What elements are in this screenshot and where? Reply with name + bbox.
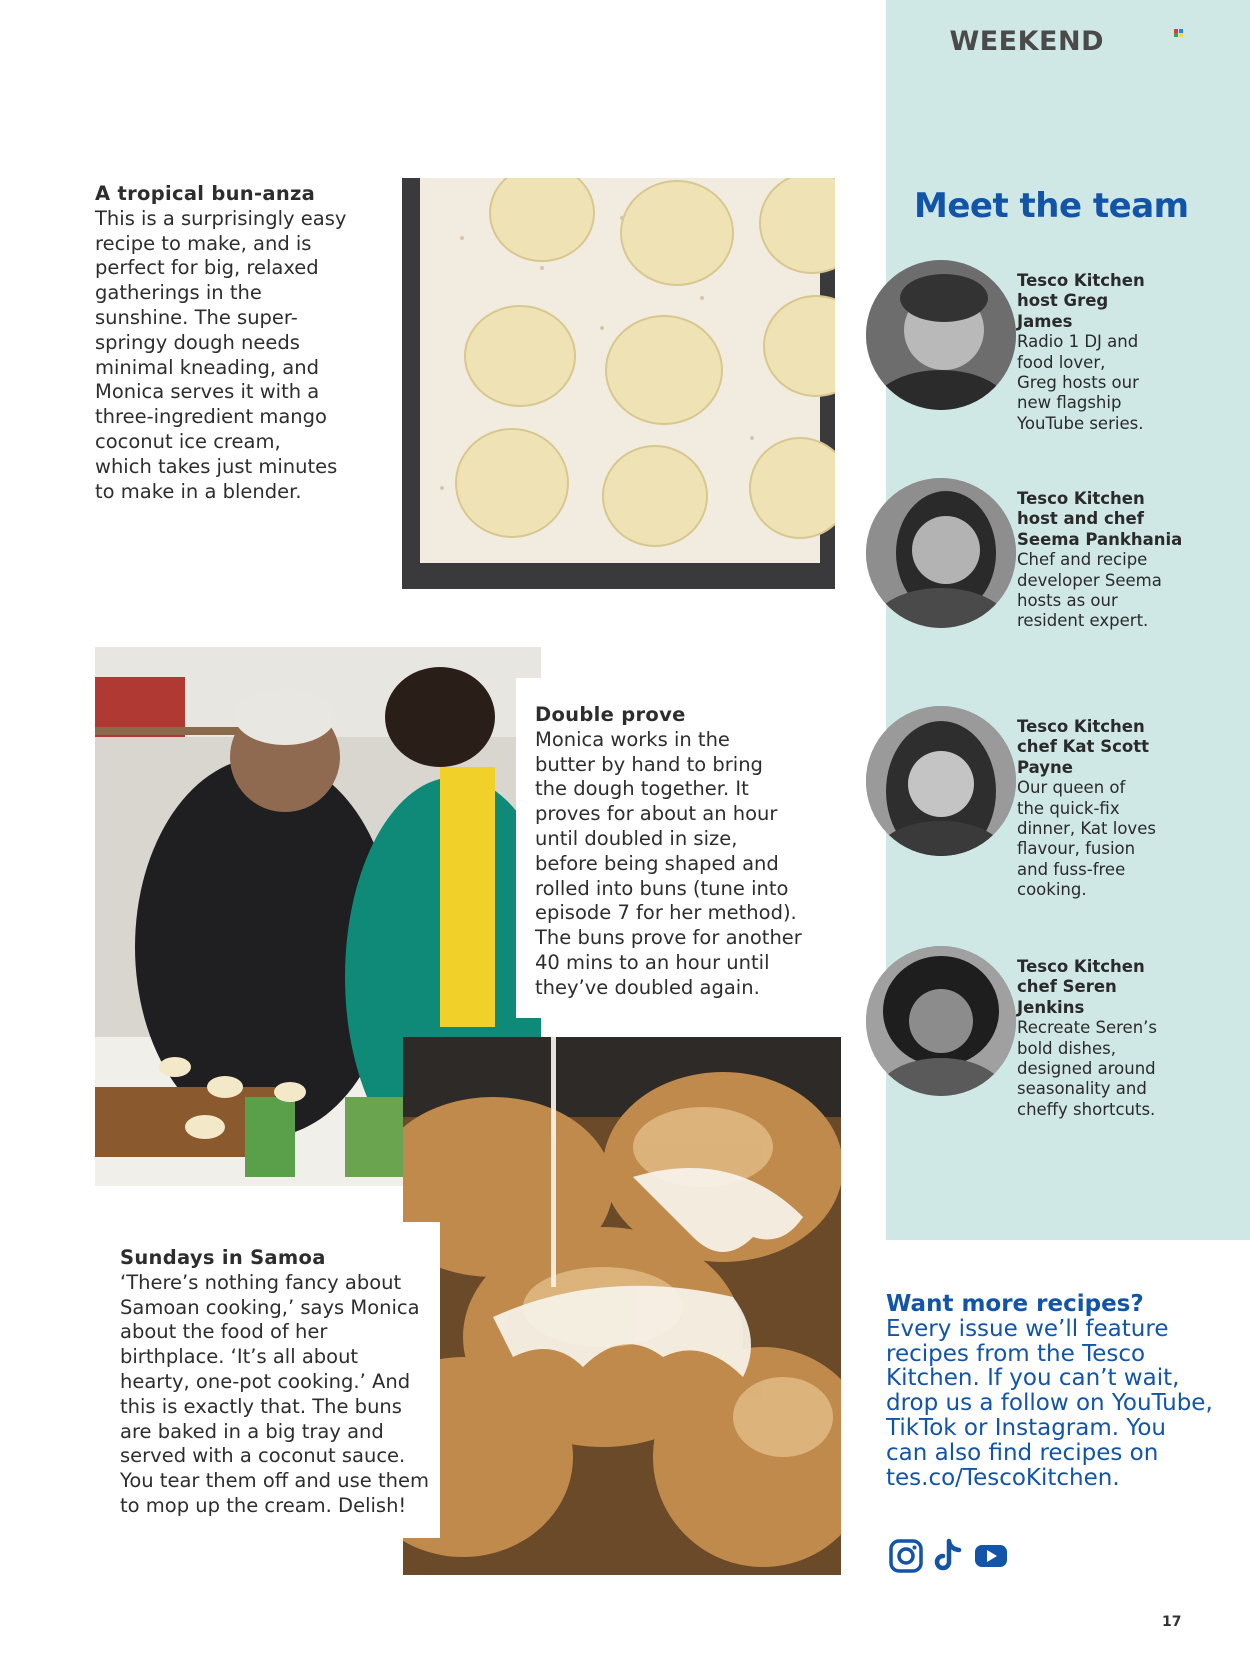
article-line: minimal kneading, and (95, 355, 319, 379)
member-bio: developer Seema (1017, 570, 1162, 590)
member-bio: the quick-fix (1017, 798, 1120, 818)
member-name: Tesco Kitchen (1017, 271, 1145, 290)
article-line: served with a coconut sauce. (120, 1444, 406, 1468)
member-name: Payne (1017, 757, 1073, 777)
article-line: proves for about an hour (535, 802, 778, 826)
member-bio: bold dishes, (1017, 1038, 1116, 1058)
article-line: rolled into buns (tune into (535, 876, 789, 900)
glazed-buns-photo (403, 1037, 841, 1575)
article-double-prove (535, 703, 825, 1001)
article-sundays-in-samoa (120, 1246, 440, 1519)
instagram-icon[interactable] (888, 1538, 924, 1576)
avatar (866, 946, 1016, 1096)
article-line: Samoan cooking,’ says Monica (120, 1295, 420, 1319)
member-bio: and fuss-free (1017, 859, 1126, 879)
article-line: are baked in a big tray and (120, 1419, 384, 1443)
article-line: sunshine. The super- (95, 305, 298, 329)
article-heading: A tropical bun-anza (95, 182, 316, 205)
article-line: perfect for big, relaxed (95, 256, 319, 280)
article-line: 40 mins to an hour until (535, 950, 770, 974)
member-name: chef Kat Scott (1017, 737, 1149, 757)
article-heading: Double prove (535, 703, 686, 726)
member-bio: Chef and recipe (1017, 550, 1148, 570)
member-bio: hosts as our (1017, 591, 1118, 611)
article-line: episode 7 for her method). (535, 901, 797, 925)
member-bio: Recreate Seren’s (1017, 1018, 1157, 1038)
team-member-kat-scott-payne (866, 706, 1240, 900)
member-bio: cooking. (1017, 880, 1087, 900)
article-heading: Sundays in Samoa (120, 1246, 326, 1269)
member-bio: Radio 1 DJ and (1017, 332, 1139, 352)
article-line: You tear them off and use them (120, 1469, 429, 1493)
more-recipes-line: drop us a follow on YouTube, (886, 1390, 1213, 1417)
member-bio: cheffy shortcuts. (1017, 1099, 1156, 1119)
article-line: springy dough needs (95, 330, 300, 354)
member-bio: seasonality and (1017, 1079, 1147, 1099)
avatar (866, 260, 1016, 410)
member-name: host Greg (1017, 291, 1109, 311)
article-line: which takes just minutes (95, 454, 338, 478)
article-tropical-bun-anza (95, 182, 375, 504)
section-label: WEEKEND (949, 26, 1104, 57)
article-line: gatherings in the (95, 281, 262, 305)
member-name: chef Seren (1017, 977, 1117, 997)
tiktok-icon[interactable] (934, 1538, 964, 1576)
member-bio: Our queen of (1017, 778, 1126, 798)
page-number: 17 (1162, 1614, 1182, 1630)
article-line: recipe to make, and is (95, 231, 312, 255)
more-recipes-line: tes.co/TescoKitchen. (886, 1464, 1120, 1491)
team-title: Meet the team (914, 186, 1189, 226)
article-line: the dough together. It (535, 777, 749, 801)
member-bio: flavour, fusion (1017, 839, 1136, 859)
member-bio: YouTube series. (1017, 413, 1144, 433)
team-member-seren-jenkins (866, 946, 1240, 1119)
buns-tray-photo (402, 178, 835, 589)
member-bio: food lover, (1017, 352, 1106, 372)
article-line: hearty, one-pot cooking.’ And (120, 1369, 411, 1393)
member-name: host and chef (1017, 509, 1144, 529)
member-name: Seema Pankhania (1017, 529, 1183, 549)
article-line: this is exactly that. The buns (120, 1394, 402, 1418)
article-line: Monica serves it with a (95, 380, 320, 404)
article-line: until doubled in size, (535, 826, 738, 850)
youtube-icon[interactable] (974, 1538, 1008, 1576)
article-line: The buns prove for another (535, 926, 802, 950)
member-name: Tesco Kitchen (1017, 957, 1145, 976)
article-line: they’ve doubled again. (535, 975, 760, 999)
member-bio: resident expert. (1017, 611, 1149, 631)
article-line: to mop up the cream. Delish! (120, 1493, 407, 1517)
member-name: Tesco Kitchen (1017, 489, 1145, 508)
article-line: butter by hand to bring (535, 752, 763, 776)
article-line: three-ingredient mango (95, 405, 327, 429)
member-name: James (1017, 311, 1073, 331)
member-bio: designed around (1017, 1059, 1156, 1079)
more-recipes-line: can also find recipes on (886, 1439, 1159, 1466)
more-recipes-line: recipes from the Tesco (886, 1340, 1146, 1367)
more-recipes-line: TikTok or Instagram. You (886, 1414, 1167, 1441)
avatar (866, 706, 1016, 856)
more-recipes-line: Every issue we’ll feature (886, 1315, 1169, 1342)
member-name: Tesco Kitchen (1017, 717, 1145, 736)
member-name: Jenkins (1017, 997, 1085, 1017)
article-line: coconut ice cream, (95, 429, 281, 453)
article-line: about the food of her (120, 1320, 328, 1344)
article-line: This is a surprisingly easy (95, 206, 347, 230)
team-member-greg-james (866, 260, 1240, 433)
article-line: before being shaped and (535, 851, 779, 875)
article-line: Monica works in the (535, 727, 730, 751)
brand-logo-icon (1174, 29, 1184, 37)
more-recipes (886, 1292, 1216, 1490)
article-line: to make in a blender. (95, 479, 302, 503)
member-bio: dinner, Kat loves (1017, 819, 1156, 839)
more-recipes-line: Kitchen. If you can’t wait, (886, 1365, 1180, 1392)
avatar (866, 478, 1016, 628)
article-line: ‘There’s nothing fancy about (120, 1270, 402, 1294)
more-recipes-title: Want more recipes? (886, 1291, 1144, 1317)
member-bio: new flagship (1017, 393, 1122, 413)
team-member-seema-pankhania (866, 478, 1240, 638)
member-bio: Greg hosts our (1017, 373, 1139, 393)
article-line: birthplace. ‘It’s all about (120, 1345, 359, 1369)
